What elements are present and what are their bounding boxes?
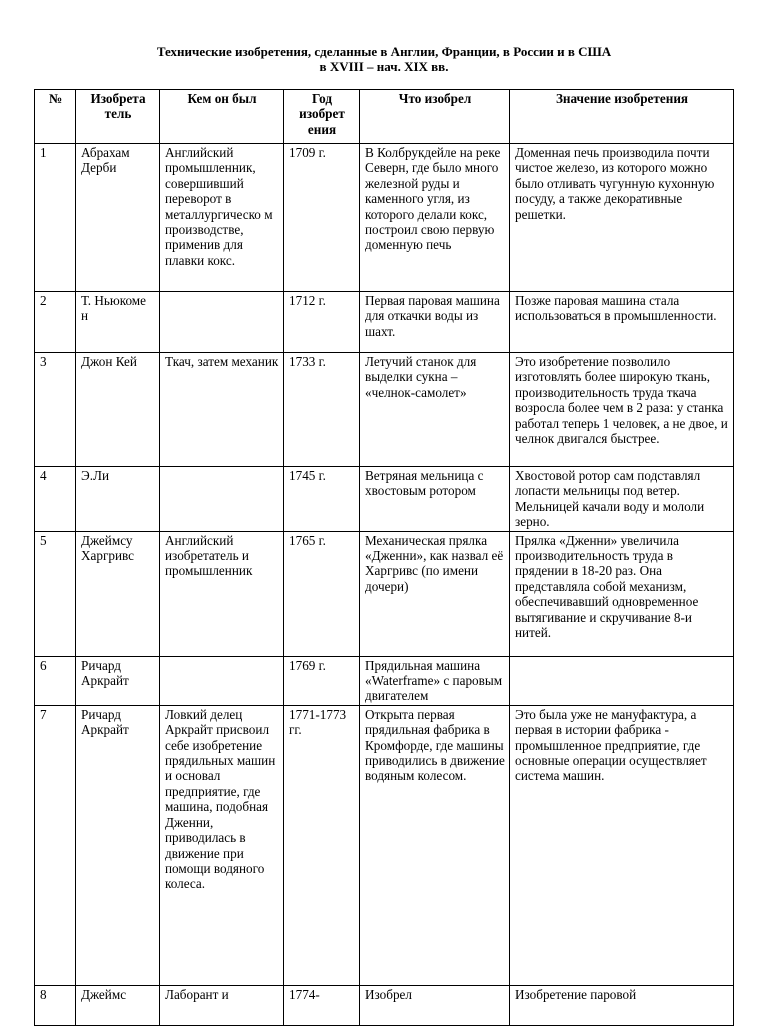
- cell-what: В Колбрукдейле на реке Северн, где было много железной руды и каменного угля, из которого делали кокс, построил свою первую доменную печь: [360, 144, 510, 292]
- header-inventor: Изобрета тель: [76, 90, 160, 144]
- table-row: [35, 292, 734, 353]
- cell-what: Механическая прялка «Дженни», как назвал её Харгривс (по имени дочери): [360, 531, 510, 656]
- document-title: [0, 44, 768, 74]
- header-number: №: [35, 90, 76, 144]
- cell-what: Прядильная машина «Waterframe» с паровым двигателем: [360, 656, 510, 705]
- cell-who: Ловкий делец Аркрайт присвоил себе изобретение прядильных машин и основал предприятие, где машина, подобная Дженни, приводилась в движение при помощи водяного колеса.: [160, 705, 284, 985]
- table-row: [35, 144, 734, 292]
- cell-number: 4: [35, 467, 76, 532]
- cell-year: 1769 г.: [284, 656, 360, 705]
- inventions-table: [34, 89, 734, 1026]
- cell-number: 3: [35, 353, 76, 467]
- table-row: [35, 705, 734, 985]
- cell-who: Лаборант и: [160, 985, 284, 1025]
- header-significance: Значение изобретения: [510, 90, 734, 144]
- cell-significance: Доменная печь производила почти чистое железо, из которого можно было отливать чугунную кухонную посуду, а также декоративные решетки.: [510, 144, 734, 292]
- cell-who: Ткач, затем механик: [160, 353, 284, 467]
- cell-inventor: Джеймс: [76, 985, 160, 1025]
- title-line-1: Технические изобретения, сделанные в Англии, Франции, в России и в США: [156, 44, 612, 59]
- cell-number: 2: [35, 292, 76, 353]
- header-what: Что изобрел: [360, 90, 510, 144]
- cell-inventor: Т. Ньюкоме н: [76, 292, 160, 353]
- cell-number: 6: [35, 656, 76, 705]
- cell-inventor: Абрахам Дерби: [76, 144, 160, 292]
- cell-year: 1709 г.: [284, 144, 360, 292]
- table-row: [35, 985, 734, 1025]
- cell-who: Английский промышленник, совершивший переворот в металлургическо м производстве, применив для плавки кокс.: [160, 144, 284, 292]
- cell-year: 1774-: [284, 985, 360, 1025]
- cell-what: Первая паровая машина для откачки воды из шахт.: [360, 292, 510, 353]
- cell-who: [160, 467, 284, 532]
- table-row: [35, 467, 734, 532]
- table-header-row: [35, 90, 734, 144]
- header-year: Год изобрет ения: [284, 90, 360, 144]
- cell-significance: Это была уже не мануфактура, а первая в истории фабрика - промышленное предприятие, где основные операции осуществляет система машин.: [510, 705, 734, 985]
- title-line-2: в XVIII – нач. XIX вв.: [319, 59, 449, 74]
- cell-inventor: Джон Кей: [76, 353, 160, 467]
- cell-significance: Хвостовой ротор сам подставлял лопасти мельницы под ветер. Мельницей качали воду и мололи зерно.: [510, 467, 734, 532]
- cell-what: Летучий станок для выделки сукна – «челнок-самолет»: [360, 353, 510, 467]
- table-row: [35, 656, 734, 705]
- cell-inventor: Ричард Аркрайт: [76, 656, 160, 705]
- cell-inventor: Э.Ли: [76, 467, 160, 532]
- table-row: [35, 531, 734, 656]
- cell-year: 1765 г.: [284, 531, 360, 656]
- cell-significance: Изобретение паровой: [510, 985, 734, 1025]
- cell-year: 1771-1773 гг.: [284, 705, 360, 985]
- cell-significance: Прялка «Дженни» увеличила производительность труда в прядении в 18-20 раз. Она представляла собой механизм, обеспечивавший одновременное вытягивание и скручивание 8-и нитей.: [510, 531, 734, 656]
- cell-number: 1: [35, 144, 76, 292]
- cell-number: 7: [35, 705, 76, 985]
- cell-number: 8: [35, 985, 76, 1025]
- cell-number: 5: [35, 531, 76, 656]
- cell-inventor: Ричард Аркрайт: [76, 705, 160, 985]
- cell-significance: Это изобретение позволило изготовлять более широкую ткань, производительность труда ткача возросла более чем в 2 раза: у станка работал теперь 1 человек, а не двое, и челнок двигался быстрее.: [510, 353, 734, 467]
- cell-what: Изобрел: [360, 985, 510, 1025]
- cell-significance: [510, 656, 734, 705]
- cell-inventor: Джеймсу Харгривс: [76, 531, 160, 656]
- cell-year: 1712 г.: [284, 292, 360, 353]
- cell-significance: Позже паровая машина стала использоваться в промышленности.: [510, 292, 734, 353]
- table-row: [35, 353, 734, 467]
- cell-who: [160, 656, 284, 705]
- cell-who: [160, 292, 284, 353]
- cell-what: Открыта первая прядильная фабрика в Кромфорде, где машины приводились в движение водяным колесом.: [360, 705, 510, 985]
- cell-year: 1733 г.: [284, 353, 360, 467]
- cell-what: Ветряная мельница с хвостовым ротором: [360, 467, 510, 532]
- cell-year: 1745 г.: [284, 467, 360, 532]
- header-who: Кем он был: [160, 90, 284, 144]
- cell-who: Английский изобретатель и промышленник: [160, 531, 284, 656]
